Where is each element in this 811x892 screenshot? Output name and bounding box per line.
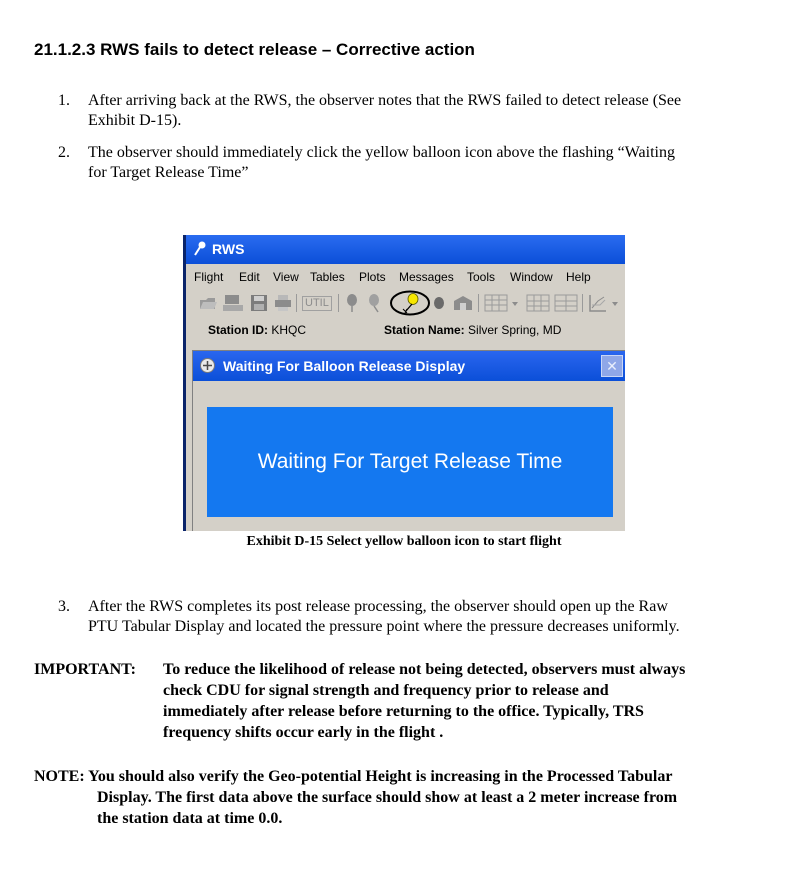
section-heading: 21.1.2.3 RWS fails to detect release – Corrective action [34,40,475,59]
print-icon[interactable] [273,293,293,313]
dialog-titlebar [193,351,625,381]
rws-screenshot [183,235,625,531]
menu-view[interactable]: View [273,270,299,284]
raw-table-icon[interactable] [484,293,510,313]
dialog-title: Waiting For Balloon Release Display [223,358,466,374]
toolbar-separator [582,294,583,312]
important-line: check CDU for signal strength and frequency prior to release and [163,682,609,699]
waiting-message: Waiting For Target Release Time [207,407,613,517]
list-number: 2. [58,144,70,161]
waiting-dialog [192,350,625,531]
plot-icon[interactable] [588,293,608,313]
toolbar-separator [478,294,479,312]
util-button[interactable]: UTIL [302,296,332,311]
important-label: IMPORTANT: [34,661,136,678]
station-id-value: KHQC [271,323,307,337]
toolbar [186,290,625,316]
balloon-release-icon[interactable] [366,293,390,313]
list-text-line: Exhibit D-15). [88,112,182,129]
station-info [186,320,625,340]
exhibit-caption: Exhibit D-15 Select yellow balloon icon to start flight [246,534,562,549]
yellow-balloon-icon[interactable] [388,289,432,317]
important-line: immediately after release before returning to the office. Typically, TRS [163,703,644,720]
toolbar-separator [296,294,297,312]
menu-plots[interactable]: Plots [359,270,386,284]
list-number: 1. [58,92,70,109]
station-name-label: Station Name: [384,323,465,337]
menu-bar [186,266,625,288]
station-name-value: Silver Spring, MD [468,323,562,337]
note-label: NOTE: [34,768,85,785]
menu-tools[interactable]: Tools [467,270,496,284]
list-number: 3. [58,598,70,615]
balloon-grey-icon[interactable] [344,293,360,313]
station-id-label: Station ID: [208,323,268,337]
toolbar-separator [338,294,339,312]
processed-table-icon[interactable] [526,293,550,313]
menu-help[interactable]: Help [566,270,591,284]
close-icon[interactable]: ✕ [601,355,623,377]
close-flight-icon[interactable] [222,293,244,313]
list-text-line: PTU Tabular Display and located the pressure point where the pressure decreases uniformly. [88,618,680,635]
open-folder-icon[interactable] [198,293,218,313]
dropdown-arrow-icon[interactable] [510,293,520,313]
dropdown-arrow-icon[interactable] [610,293,620,313]
note-line: Display. The first data above the surface should show at least a 2 meter increase from [97,789,678,806]
note-line: the station data at time 0.0. [97,810,283,827]
note-block [34,766,784,829]
note-line: You should also verify the Geo-potential Height is increasing in the Processed Tabular [88,768,673,785]
list-text-line: The observer should immediately click the yellow balloon icon above the flashing “Waiting [88,144,675,161]
list-text-line: After the RWS completes its post release processing, the observer should open up the Raw [88,598,668,615]
save-icon[interactable] [249,293,269,313]
menu-edit[interactable]: Edit [239,270,260,284]
dialog-app-icon [200,358,215,373]
rws-app-icon [192,241,206,257]
menu-flight[interactable]: Flight [194,270,224,284]
window-titlebar [186,235,625,264]
list-text-line: After arriving back at the RWS, the observer notes that the RWS failed to detect release (See [88,92,682,109]
window-title: RWS [212,241,245,257]
important-line: To reduce the likelihood of release not being detected, observers must always [163,661,686,678]
terminate-flight-icon[interactable] [452,293,474,313]
important-line: frequency shifts occur early in the flight . [163,724,444,741]
menu-tables[interactable]: Tables [310,270,345,284]
menu-window[interactable]: Window [510,270,553,284]
level-table-icon[interactable] [554,293,578,313]
list-text-line: for Target Release Time” [88,164,249,181]
balloon-dark-icon[interactable] [432,293,446,313]
menu-messages[interactable]: Messages [399,270,454,284]
